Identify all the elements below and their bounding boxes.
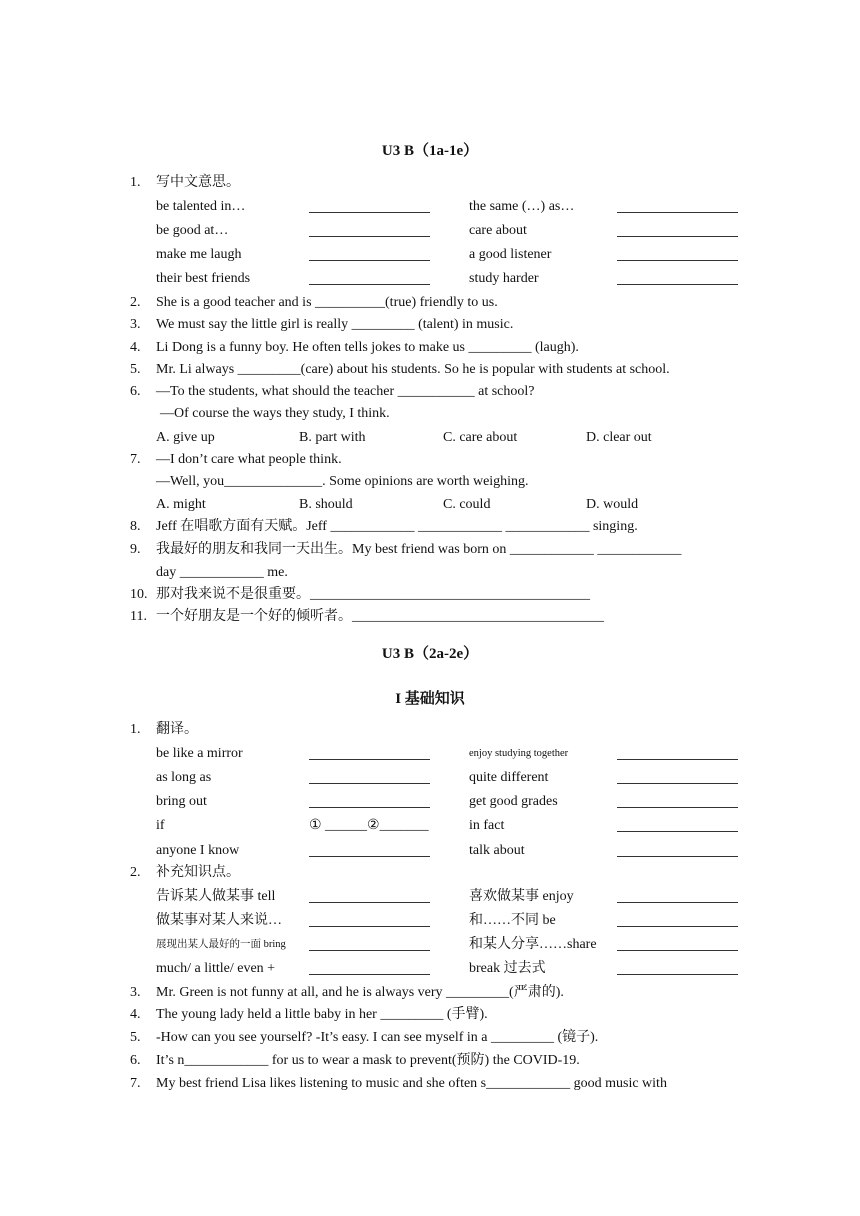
question-number: 7. — [130, 1076, 141, 1091]
question-text: Mr. Li always _________(care) about his students. So he is popular with students at school. — [156, 362, 670, 377]
question-text: It’s n____________ for us to wear a mask to prevent(预防) the COVID-19. — [156, 1053, 580, 1068]
vocab-term: study harder — [469, 271, 539, 286]
question-6 — [0, 381, 860, 403]
question-number: 6. — [130, 1053, 141, 1068]
vocab-row — [0, 767, 860, 789]
question-7-reply — [0, 471, 860, 493]
option-a[interactable]: A. give up — [156, 430, 215, 445]
answer-blank — [617, 892, 738, 903]
answer-blank — [309, 797, 430, 808]
question-text: 补充知识点。 — [156, 865, 240, 880]
question-7 — [0, 1073, 860, 1095]
question-6 — [0, 1050, 860, 1072]
question-5 — [0, 1027, 860, 1049]
question-number: 10. — [130, 587, 148, 602]
question-number: 3. — [130, 985, 141, 1000]
question-text: —Of course the ways they study, I think. — [160, 406, 390, 421]
question-1 — [0, 719, 860, 741]
answer-blank — [617, 274, 738, 285]
question-number: 2. — [130, 295, 141, 310]
question-8 — [0, 516, 860, 538]
question-7 — [0, 449, 860, 471]
question-text: —Well, you______________. Some opinions are worth weighing. — [156, 474, 529, 489]
vocab-row — [0, 934, 860, 956]
question-2 — [0, 862, 860, 884]
vocab-term: talk about — [469, 843, 525, 858]
vocab-term: break 过去式 — [469, 961, 546, 976]
question-text: Li Dong is a funny boy. He often tells jokes to make us _________ (laugh). — [156, 340, 579, 355]
vocab-term: if — [156, 818, 165, 833]
vocab-term: in fact — [469, 818, 505, 833]
question-5 — [0, 359, 860, 381]
vocab-term: a good listener — [469, 247, 552, 262]
vocab-term: quite different — [469, 770, 549, 785]
question-number: 11. — [130, 609, 147, 624]
option-a[interactable]: A. might — [156, 497, 206, 512]
option-d[interactable]: D. would — [586, 497, 639, 512]
vocab-term: their best friends — [156, 271, 251, 286]
question-text: We must say the little girl is really _________ (talent) in music. — [156, 317, 514, 332]
question-text: —To the students, what should the teacher ___________ at school? — [156, 384, 535, 399]
option-c[interactable]: C. care about — [443, 430, 518, 445]
vocab-row — [0, 958, 860, 980]
question-text: 翻译。 — [156, 722, 198, 737]
section-title: U3 B（1a-1e） — [381, 143, 479, 159]
question-6-reply — [0, 403, 860, 425]
question-number: 4. — [130, 340, 141, 355]
question-text: My best friend Lisa likes listening to music and she often s____________ good music with — [156, 1076, 667, 1091]
answer-blank — [617, 773, 738, 784]
question-1 — [0, 172, 860, 194]
answer-blank — [309, 964, 430, 975]
question-4 — [0, 1004, 860, 1026]
vocab-term: care about — [469, 223, 527, 238]
question-text: She is a good teacher and is __________(true) friendly to us. — [156, 295, 498, 310]
question-text: 写中文意思。 — [156, 175, 240, 190]
answer-blank — [309, 202, 430, 213]
vocab-term: 和某人分享……share — [469, 937, 597, 952]
option-c[interactable]: C. could — [443, 497, 491, 512]
vocab-term: 做某事对某人来说… — [156, 913, 282, 928]
option-d[interactable]: D. clear out — [586, 430, 652, 445]
vocab-term: 喜欢做某事 enjoy — [469, 889, 574, 904]
vocab-term: as long as — [156, 770, 212, 785]
answer-blank — [617, 846, 738, 857]
vocab-row — [0, 840, 860, 862]
question-9-cont — [0, 562, 860, 584]
vocab-row — [0, 791, 860, 813]
question-3 — [0, 314, 860, 336]
question-text: day ____________ me. — [156, 565, 288, 580]
vocab-row — [0, 268, 860, 290]
vocab-row — [0, 886, 860, 908]
option-b[interactable]: B. should — [299, 497, 353, 512]
question-number: 4. — [130, 1007, 141, 1022]
vocab-term: the same (…) as… — [469, 199, 575, 214]
question-11 — [0, 606, 860, 628]
answer-blank — [309, 749, 430, 760]
question-text: Jeff 在唱歌方面有天赋。Jeff ____________ ____________ ____________ singing. — [156, 519, 638, 534]
answer-blank — [617, 940, 738, 951]
vocab-term: enjoy studying together — [469, 748, 569, 759]
question-number: 8. — [130, 519, 141, 534]
answer-blank — [617, 964, 738, 975]
question-text: -How can you see yourself? -It’s easy. I can see myself in a _________ (镜子). — [156, 1030, 599, 1045]
vocab-term: be good at… — [156, 223, 229, 238]
answer-blank — [617, 821, 738, 832]
option-b[interactable]: B. part with — [299, 430, 366, 445]
question-9 — [0, 539, 860, 561]
vocab-row — [0, 220, 860, 242]
answer-blank — [309, 916, 430, 927]
question-number: 5. — [130, 1030, 141, 1045]
question-number: 1. — [130, 175, 141, 190]
question-10 — [0, 584, 860, 606]
question-text: 一个好朋友是一个好的倾听者。____________________________________ — [156, 609, 604, 624]
question-number: 3. — [130, 317, 141, 332]
vocab-row — [0, 244, 860, 266]
answer-blank — [617, 202, 738, 213]
question-number: 5. — [130, 362, 141, 377]
question-number: 9. — [130, 542, 141, 557]
vocab-term: anyone I know — [156, 843, 240, 858]
question-number: 6. — [130, 384, 141, 399]
vocab-term: get good grades — [469, 794, 558, 809]
answer-blank — [309, 846, 430, 857]
answer-blank — [309, 773, 430, 784]
answer-blank — [617, 749, 738, 760]
answer-blank — [309, 892, 430, 903]
vocab-row — [0, 196, 860, 218]
answer-blank — [617, 250, 738, 261]
answer-blank — [309, 940, 430, 951]
question-number: 2. — [130, 865, 141, 880]
question-text: 那对我来说不是很重要。________________________________________ — [156, 587, 590, 602]
vocab-row — [0, 815, 860, 837]
question-4 — [0, 337, 860, 359]
answer-blank — [617, 797, 738, 808]
question-text: The young lady held a little baby in her _________ (手臂). — [156, 1007, 488, 1022]
question-text: —I don’t care what people think. — [156, 452, 342, 467]
answer-blank — [309, 274, 430, 285]
section-title: U3 B（2a-2e） — [381, 646, 479, 662]
answer-blank — [309, 250, 430, 261]
split-answer-blank: ① ______②_______ — [309, 818, 429, 833]
question-number: 7. — [130, 452, 141, 467]
vocab-row — [0, 743, 860, 765]
vocab-term: make me laugh — [156, 247, 242, 262]
question-text: 我最好的朋友和我同一天出生。My best friend was born on ____________ ____________ — [156, 542, 682, 557]
question-6-options — [0, 427, 860, 449]
question-3 — [0, 982, 860, 1004]
question-number: 1. — [130, 722, 141, 737]
vocab-row — [0, 910, 860, 932]
vocab-term: 展现出某人最好的一面 bring — [156, 939, 286, 950]
vocab-term: much/ a little/ even + — [156, 961, 276, 976]
answer-blank — [617, 916, 738, 927]
answer-blank — [309, 226, 430, 237]
question-text: Mr. Green is not funny at all, and he is always very _________(严肃的). — [156, 985, 564, 1000]
vocab-term: be like a mirror — [156, 746, 243, 761]
section-subtitle: I 基础知识 — [395, 691, 465, 707]
vocab-term: bring out — [156, 794, 207, 809]
vocab-term: 告诉某人做某事 tell — [156, 889, 276, 904]
vocab-term: be talented in… — [156, 199, 246, 214]
vocab-term: 和……不同 be — [469, 913, 556, 928]
question-7-options — [0, 494, 860, 516]
question-2 — [0, 292, 860, 314]
answer-blank — [617, 226, 738, 237]
